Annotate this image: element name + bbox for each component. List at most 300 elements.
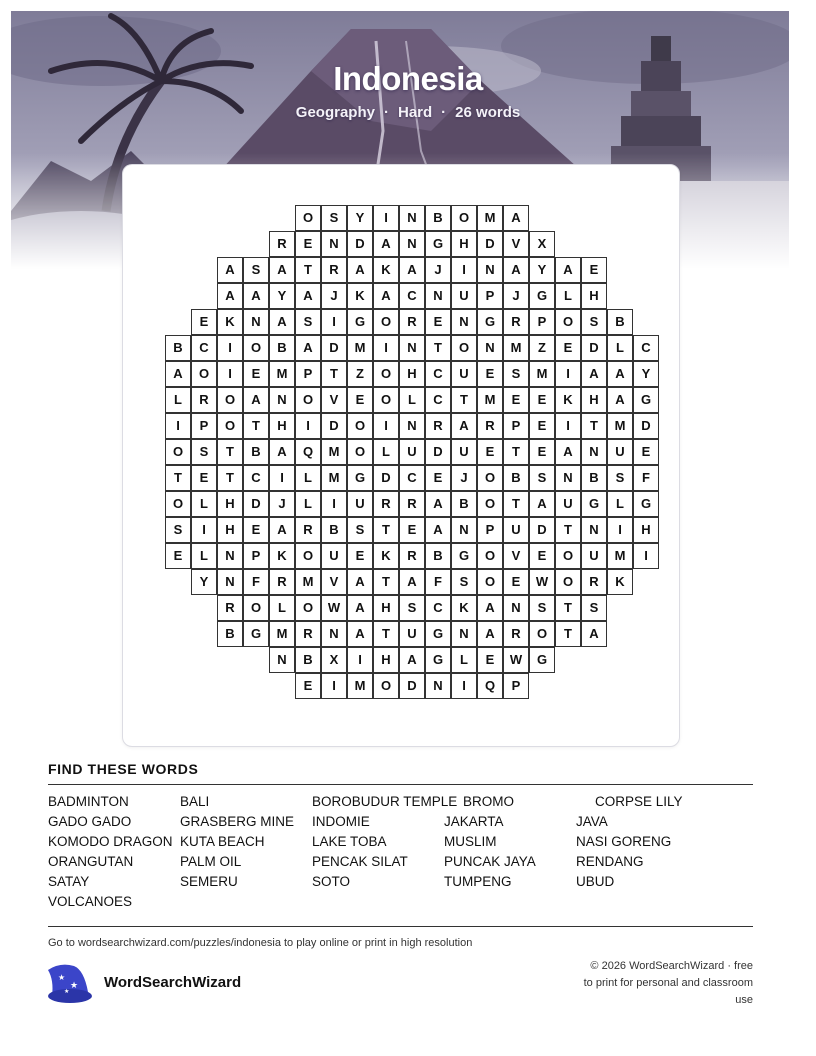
grid-cell[interactable]: I [321, 309, 347, 335]
grid-cell[interactable]: E [503, 387, 529, 413]
grid-cell[interactable]: E [347, 543, 373, 569]
grid-cell[interactable]: A [451, 413, 477, 439]
grid-cell[interactable]: V [321, 387, 347, 413]
grid-cell[interactable]: Y [347, 205, 373, 231]
grid-cell[interactable]: E [633, 439, 659, 465]
grid-cell[interactable]: C [399, 283, 425, 309]
grid-cell[interactable]: D [321, 413, 347, 439]
grid-cell[interactable]: M [503, 335, 529, 361]
grid-cell[interactable]: N [555, 465, 581, 491]
grid-cell[interactable]: N [217, 569, 243, 595]
grid-cell[interactable]: J [503, 283, 529, 309]
grid-cell[interactable]: L [555, 283, 581, 309]
grid-cell[interactable]: S [165, 517, 191, 543]
grid-cell[interactable]: B [295, 647, 321, 673]
grid-cell[interactable]: K [555, 387, 581, 413]
grid-cell[interactable]: S [321, 205, 347, 231]
grid-cell[interactable]: J [451, 465, 477, 491]
grid-cell[interactable]: D [425, 439, 451, 465]
grid-cell[interactable]: J [425, 257, 451, 283]
grid-cell[interactable]: B [425, 543, 451, 569]
grid-cell[interactable]: O [295, 543, 321, 569]
grid-cell[interactable]: D [529, 517, 555, 543]
grid-cell[interactable]: H [373, 647, 399, 673]
grid-cell[interactable]: N [477, 335, 503, 361]
grid-cell[interactable]: K [451, 595, 477, 621]
grid-cell[interactable]: O [217, 413, 243, 439]
grid-cell[interactable]: O [555, 543, 581, 569]
grid-cell[interactable]: O [555, 569, 581, 595]
grid-cell[interactable]: A [295, 335, 321, 361]
grid-cell[interactable]: A [607, 361, 633, 387]
grid-cell[interactable]: O [529, 621, 555, 647]
grid-cell[interactable]: K [373, 543, 399, 569]
grid-cell[interactable]: E [477, 361, 503, 387]
grid-cell[interactable]: E [295, 673, 321, 699]
grid-cell[interactable]: A [581, 361, 607, 387]
grid-cell[interactable]: P [477, 517, 503, 543]
grid-cell[interactable]: S [191, 439, 217, 465]
grid-cell[interactable]: T [295, 257, 321, 283]
grid-cell[interactable]: G [529, 283, 555, 309]
grid-cell[interactable]: Y [191, 569, 217, 595]
grid-cell[interactable]: K [269, 543, 295, 569]
grid-cell[interactable]: H [269, 413, 295, 439]
grid-cell[interactable]: T [217, 465, 243, 491]
grid-cell[interactable]: A [607, 387, 633, 413]
grid-cell[interactable]: S [581, 595, 607, 621]
grid-cell[interactable]: Z [529, 335, 555, 361]
grid-cell[interactable]: L [269, 595, 295, 621]
grid-cell[interactable]: L [295, 465, 321, 491]
grid-cell[interactable]: B [451, 491, 477, 517]
grid-cell[interactable]: A [347, 621, 373, 647]
grid-cell[interactable]: Q [295, 439, 321, 465]
grid-cell[interactable]: G [633, 491, 659, 517]
grid-cell[interactable]: E [529, 543, 555, 569]
grid-cell[interactable]: D [633, 413, 659, 439]
grid-cell[interactable]: A [269, 439, 295, 465]
grid-cell[interactable]: R [269, 231, 295, 257]
grid-cell[interactable]: F [633, 465, 659, 491]
grid-cell[interactable]: X [321, 647, 347, 673]
grid-cell[interactable]: O [347, 439, 373, 465]
grid-cell[interactable]: H [217, 491, 243, 517]
grid-cell[interactable]: T [503, 439, 529, 465]
grid-cell[interactable]: E [347, 387, 373, 413]
grid-cell[interactable]: P [477, 283, 503, 309]
grid-cell[interactable]: R [581, 569, 607, 595]
grid-cell[interactable]: R [503, 621, 529, 647]
grid-cell[interactable]: H [451, 231, 477, 257]
grid-cell[interactable]: N [321, 621, 347, 647]
grid-cell[interactable]: R [295, 621, 321, 647]
grid-cell[interactable]: A [503, 205, 529, 231]
grid-cell[interactable]: G [243, 621, 269, 647]
grid-cell[interactable]: W [321, 595, 347, 621]
grid-cell[interactable]: A [581, 621, 607, 647]
grid-cell[interactable]: N [581, 439, 607, 465]
grid-cell[interactable]: A [217, 257, 243, 283]
grid-cell[interactable]: T [555, 595, 581, 621]
grid-cell[interactable]: E [295, 231, 321, 257]
grid-cell[interactable]: T [373, 621, 399, 647]
grid-cell[interactable]: A [269, 257, 295, 283]
grid-cell[interactable]: V [321, 569, 347, 595]
grid-cell[interactable]: G [347, 309, 373, 335]
grid-cell[interactable]: I [269, 465, 295, 491]
grid-cell[interactable]: N [581, 517, 607, 543]
grid-cell[interactable]: O [295, 595, 321, 621]
grid-cell[interactable]: A [555, 439, 581, 465]
grid-cell[interactable]: A [555, 257, 581, 283]
grid-cell[interactable]: T [165, 465, 191, 491]
grid-cell[interactable]: N [477, 257, 503, 283]
grid-cell[interactable]: A [425, 491, 451, 517]
grid-cell[interactable]: W [529, 569, 555, 595]
grid-cell[interactable]: L [295, 491, 321, 517]
grid-cell[interactable]: U [607, 439, 633, 465]
grid-cell[interactable]: N [503, 595, 529, 621]
grid-cell[interactable]: A [217, 283, 243, 309]
grid-cell[interactable]: T [373, 517, 399, 543]
grid-cell[interactable]: M [321, 439, 347, 465]
grid-cell[interactable]: G [425, 647, 451, 673]
grid-cell[interactable]: E [191, 465, 217, 491]
grid-cell[interactable]: A [399, 569, 425, 595]
grid-cell[interactable]: F [243, 569, 269, 595]
grid-cell[interactable]: A [373, 283, 399, 309]
grid-cell[interactable]: E [477, 439, 503, 465]
grid-cell[interactable]: A [165, 361, 191, 387]
grid-cell[interactable]: M [269, 361, 295, 387]
grid-cell[interactable]: Y [269, 283, 295, 309]
grid-cell[interactable]: O [217, 387, 243, 413]
grid-cell[interactable]: E [425, 309, 451, 335]
grid-cell[interactable]: R [503, 309, 529, 335]
grid-cell[interactable]: B [321, 517, 347, 543]
grid-cell[interactable]: X [529, 231, 555, 257]
grid-cell[interactable]: B [607, 309, 633, 335]
grid-cell[interactable]: R [217, 595, 243, 621]
grid-cell[interactable]: R [373, 491, 399, 517]
grid-cell[interactable]: M [347, 673, 373, 699]
grid-cell[interactable]: O [477, 543, 503, 569]
grid-cell[interactable]: O [165, 491, 191, 517]
grid-cell[interactable]: I [451, 257, 477, 283]
grid-cell[interactable]: U [399, 439, 425, 465]
grid-cell[interactable]: R [425, 413, 451, 439]
grid-cell[interactable]: O [295, 205, 321, 231]
grid-cell[interactable]: E [477, 647, 503, 673]
grid-cell[interactable]: G [425, 621, 451, 647]
grid-cell[interactable]: N [243, 309, 269, 335]
grid-cell[interactable]: A [399, 257, 425, 283]
grid-cell[interactable]: U [555, 491, 581, 517]
grid-cell[interactable]: R [399, 491, 425, 517]
grid-cell[interactable]: U [581, 543, 607, 569]
grid-cell[interactable]: S [451, 569, 477, 595]
grid-cell[interactable]: H [581, 283, 607, 309]
grid-cell[interactable]: E [399, 517, 425, 543]
grid-cell[interactable]: B [217, 621, 243, 647]
grid-cell[interactable]: A [347, 595, 373, 621]
grid-cell[interactable]: A [347, 257, 373, 283]
grid-cell[interactable]: T [425, 335, 451, 361]
grid-cell[interactable]: A [477, 595, 503, 621]
grid-cell[interactable]: O [477, 569, 503, 595]
grid-cell[interactable]: L [373, 439, 399, 465]
grid-cell[interactable]: I [217, 335, 243, 361]
grid-cell[interactable]: M [295, 569, 321, 595]
grid-cell[interactable]: I [191, 517, 217, 543]
grid-cell[interactable]: I [321, 673, 347, 699]
grid-cell[interactable]: S [581, 309, 607, 335]
grid-cell[interactable]: N [217, 543, 243, 569]
grid-cell[interactable]: G [633, 387, 659, 413]
grid-cell[interactable]: G [581, 491, 607, 517]
grid-cell[interactable]: G [451, 543, 477, 569]
grid-cell[interactable]: A [529, 491, 555, 517]
grid-cell[interactable]: E [529, 413, 555, 439]
grid-cell[interactable]: C [633, 335, 659, 361]
grid-cell[interactable]: M [477, 387, 503, 413]
grid-cell[interactable]: U [503, 517, 529, 543]
grid-cell[interactable]: E [529, 439, 555, 465]
grid-cell[interactable]: P [295, 361, 321, 387]
grid-cell[interactable]: F [425, 569, 451, 595]
grid-cell[interactable]: N [399, 205, 425, 231]
grid-cell[interactable]: D [477, 231, 503, 257]
grid-cell[interactable]: C [399, 465, 425, 491]
grid-cell[interactable]: G [477, 309, 503, 335]
grid-cell[interactable]: M [607, 413, 633, 439]
grid-cell[interactable]: O [165, 439, 191, 465]
grid-cell[interactable]: O [477, 465, 503, 491]
grid-cell[interactable]: T [451, 387, 477, 413]
grid-cell[interactable]: M [607, 543, 633, 569]
grid-cell[interactable]: H [633, 517, 659, 543]
grid-cell[interactable]: H [373, 595, 399, 621]
grid-cell[interactable]: O [243, 335, 269, 361]
grid-cell[interactable]: M [321, 465, 347, 491]
grid-cell[interactable]: O [191, 361, 217, 387]
grid-cell[interactable]: P [191, 413, 217, 439]
grid-cell[interactable]: N [451, 517, 477, 543]
grid-cell[interactable]: A [295, 283, 321, 309]
grid-cell[interactable]: E [425, 465, 451, 491]
grid-cell[interactable]: C [425, 595, 451, 621]
grid-cell[interactable]: E [243, 361, 269, 387]
grid-cell[interactable]: U [399, 621, 425, 647]
grid-cell[interactable]: R [399, 543, 425, 569]
grid-cell[interactable]: A [269, 309, 295, 335]
grid-cell[interactable]: E [191, 309, 217, 335]
grid-cell[interactable]: O [373, 361, 399, 387]
grid-cell[interactable]: B [425, 205, 451, 231]
grid-cell[interactable]: W [503, 647, 529, 673]
grid-cell[interactable]: E [243, 517, 269, 543]
grid-cell[interactable]: L [399, 387, 425, 413]
grid-cell[interactable]: E [503, 569, 529, 595]
grid-cell[interactable]: K [217, 309, 243, 335]
grid-cell[interactable]: A [425, 517, 451, 543]
grid-cell[interactable]: D [347, 231, 373, 257]
grid-cell[interactable]: A [269, 517, 295, 543]
grid-cell[interactable]: R [269, 569, 295, 595]
grid-cell[interactable]: O [451, 335, 477, 361]
grid-cell[interactable]: N [451, 621, 477, 647]
grid-cell[interactable]: S [529, 465, 555, 491]
grid-cell[interactable]: G [425, 231, 451, 257]
grid-cell[interactable]: A [243, 283, 269, 309]
grid-cell[interactable]: A [477, 621, 503, 647]
grid-cell[interactable]: O [243, 595, 269, 621]
grid-cell[interactable]: N [269, 387, 295, 413]
grid-cell[interactable]: I [373, 205, 399, 231]
grid-cell[interactable]: T [555, 621, 581, 647]
grid-cell[interactable]: T [243, 413, 269, 439]
grid-cell[interactable]: I [217, 361, 243, 387]
grid-cell[interactable]: C [425, 361, 451, 387]
grid-cell[interactable]: A [243, 387, 269, 413]
grid-cell[interactable]: L [607, 491, 633, 517]
grid-cell[interactable]: M [269, 621, 295, 647]
grid-cell[interactable]: G [347, 465, 373, 491]
grid-cell[interactable]: T [503, 491, 529, 517]
grid-cell[interactable]: L [607, 335, 633, 361]
grid-cell[interactable]: R [295, 517, 321, 543]
grid-cell[interactable]: Y [633, 361, 659, 387]
grid-cell[interactable]: T [217, 439, 243, 465]
grid-cell[interactable]: A [503, 257, 529, 283]
grid-cell[interactable]: L [191, 543, 217, 569]
grid-cell[interactable]: P [503, 673, 529, 699]
grid-cell[interactable]: D [373, 465, 399, 491]
grid-cell[interactable]: K [607, 569, 633, 595]
grid-cell[interactable]: S [529, 595, 555, 621]
grid-cell[interactable]: B [243, 439, 269, 465]
grid-cell[interactable]: P [529, 309, 555, 335]
grid-cell[interactable]: D [399, 673, 425, 699]
grid-cell[interactable]: I [373, 335, 399, 361]
grid-cell[interactable]: B [581, 465, 607, 491]
grid-cell[interactable]: I [607, 517, 633, 543]
grid-cell[interactable]: I [373, 413, 399, 439]
grid-cell[interactable]: N [451, 309, 477, 335]
grid-cell[interactable]: I [633, 543, 659, 569]
grid-cell[interactable]: C [243, 465, 269, 491]
grid-cell[interactable]: M [529, 361, 555, 387]
grid-cell[interactable]: P [243, 543, 269, 569]
grid-cell[interactable]: J [269, 491, 295, 517]
grid-cell[interactable]: E [529, 387, 555, 413]
grid-cell[interactable]: M [347, 335, 373, 361]
grid-cell[interactable]: J [321, 283, 347, 309]
grid-cell[interactable]: O [373, 309, 399, 335]
grid-cell[interactable]: D [321, 335, 347, 361]
grid-cell[interactable]: E [165, 543, 191, 569]
grid-cell[interactable]: K [347, 283, 373, 309]
grid-cell[interactable]: E [581, 257, 607, 283]
grid-cell[interactable]: T [581, 413, 607, 439]
grid-cell[interactable]: S [347, 517, 373, 543]
grid-cell[interactable]: T [373, 569, 399, 595]
grid-cell[interactable]: Z [347, 361, 373, 387]
grid-cell[interactable]: S [607, 465, 633, 491]
grid-cell[interactable]: C [425, 387, 451, 413]
grid-cell[interactable]: N [399, 413, 425, 439]
grid-cell[interactable]: M [477, 205, 503, 231]
grid-cell[interactable]: A [373, 231, 399, 257]
grid-cell[interactable]: B [165, 335, 191, 361]
grid-cell[interactable]: R [191, 387, 217, 413]
grid-cell[interactable]: K [373, 257, 399, 283]
grid-cell[interactable]: R [477, 413, 503, 439]
grid-cell[interactable]: R [321, 257, 347, 283]
grid-cell[interactable]: U [321, 543, 347, 569]
grid-cell[interactable]: N [425, 673, 451, 699]
grid-cell[interactable]: R [399, 309, 425, 335]
grid-cell[interactable]: P [503, 413, 529, 439]
grid-cell[interactable]: U [451, 439, 477, 465]
grid-cell[interactable]: N [321, 231, 347, 257]
grid-cell[interactable]: I [555, 413, 581, 439]
grid-cell[interactable]: I [555, 361, 581, 387]
grid-cell[interactable]: I [295, 413, 321, 439]
grid-cell[interactable]: O [477, 491, 503, 517]
grid-cell[interactable]: A [347, 569, 373, 595]
grid-cell[interactable]: U [347, 491, 373, 517]
grid-cell[interactable]: T [555, 517, 581, 543]
grid-cell[interactable]: D [243, 491, 269, 517]
grid-cell[interactable]: S [503, 361, 529, 387]
grid-cell[interactable]: N [399, 231, 425, 257]
grid-cell[interactable]: I [321, 491, 347, 517]
grid-cell[interactable]: I [347, 647, 373, 673]
grid-cell[interactable]: L [451, 647, 477, 673]
grid-cell[interactable]: S [243, 257, 269, 283]
grid-cell[interactable]: U [451, 361, 477, 387]
grid-cell[interactable]: B [269, 335, 295, 361]
grid-cell[interactable]: H [399, 361, 425, 387]
grid-cell[interactable]: Q [477, 673, 503, 699]
grid-cell[interactable]: S [399, 595, 425, 621]
grid-cell[interactable]: T [321, 361, 347, 387]
grid-cell[interactable]: O [373, 673, 399, 699]
grid-cell[interactable]: H [217, 517, 243, 543]
grid-cell[interactable]: L [165, 387, 191, 413]
grid-cell[interactable]: N [399, 335, 425, 361]
grid-cell[interactable]: E [555, 335, 581, 361]
grid-cell[interactable]: D [581, 335, 607, 361]
grid-cell[interactable]: I [451, 673, 477, 699]
grid-cell[interactable]: H [581, 387, 607, 413]
grid-cell[interactable]: S [295, 309, 321, 335]
grid-cell[interactable]: N [425, 283, 451, 309]
grid-cell[interactable]: C [191, 335, 217, 361]
grid-cell[interactable]: O [373, 387, 399, 413]
grid-cell[interactable]: O [555, 309, 581, 335]
grid-cell[interactable]: I [165, 413, 191, 439]
grid-cell[interactable]: A [399, 647, 425, 673]
grid-cell[interactable]: U [451, 283, 477, 309]
grid-cell[interactable]: G [529, 647, 555, 673]
grid-cell[interactable]: Y [529, 257, 555, 283]
grid-cell[interactable]: O [451, 205, 477, 231]
grid-cell[interactable]: V [503, 231, 529, 257]
grid-cell[interactable]: O [347, 413, 373, 439]
